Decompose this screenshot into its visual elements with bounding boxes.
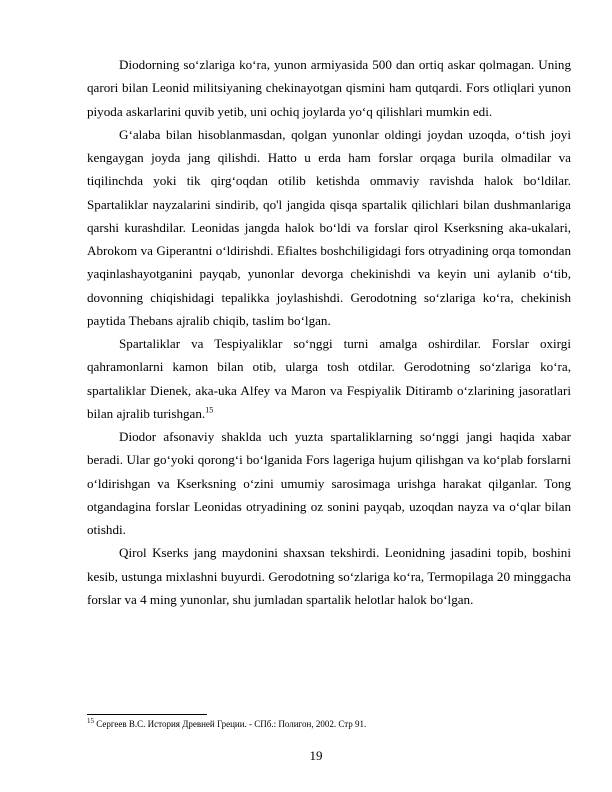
paragraph-4: Diodor afsonaviy shaklda uch yuzta spartaliklarning soʻnggi jangi haqida xabar beradi. Ular goʻyoki qorongʻi boʻlganida Fors lageriga hujum qilishgan va koʻplab forslarni oʻldirishgan va Kserksning oʻzini umumiy sarosimaga urishga harakat qilganlar. Tong otgandagina forslar Leonidas otryadining oz sonini payqab, uzoqdan nayza va oʻqlar bilan otishdi. (87, 429, 571, 537)
paragraph-1: Diodorning soʻzlariga koʻra, yunon armiyasida 500 dan ortiq askar qolmagan. Uning qarori bilan Leonid militsiyaning chekinayotgan qismini ham qutqardi. Fors otliqlari yunon piyoda askarlarini quvib yetib, uni ochiq joylarda yoʻq qilishlari mumkin edi. (87, 57, 571, 119)
footnote-divider (87, 714, 207, 715)
paragraph-5: Qirol Kserks jang maydonini shaxsan tekshirdi. Leonidning jasadini topib, boshini kesib, ustunga mixlashni buyurdi. Gerodotning soʻzlariga koʻra, Termopilaga 20 minggacha forslar va 4 ming yunonlar, shu jumladan spartalik helotlar halok boʻlgan. (87, 545, 571, 607)
paragraph-2: Gʻalaba bilan hisoblanmasdan, qolgan yunonlar oldingi joydan uzoqda, oʻtish joyi kengaygan joyda jang qilishdi. Hatto u erda ham forslar orqaga burila olmadilar va tiqilinchda yoki tik qirgʻoqdan otilib ketishda ommaviy ravishda halok boʻldilar. Spartaliklar nayzalarini sindirib, qo'l jangida qisqa spartalik qilichlari bilan dushmanlariga qarshi kurashdilar. Leonidas jangda halok boʻldi va forslar qirol Kserksning aka-ukalari, Abrokom va Giperantni oʻldirishdi. Efialtes boshchiligidagi fors otryadining orqa tomondan yaqinlashayotganini payqab, yunonlar devorga chekinishdi va keyin uni aylanib oʻtib, dovonning chiqishidagi tepalikka joylashishdi. Gerodotning soʻzlariga koʻra, chekinish paytida Thebans ajralib chiqib, taslim boʻlgan. (87, 126, 571, 328)
paragraph-3-text: Spartaliklar va Tespiyaliklar soʻnggi turni amalga oshirdilar. Forslar oxirgi qahramonlarni kamon bilan otib, ularga tosh otdilar. Gerodotning soʻzlariga koʻra, spartaliklar Dienek, aka-uka Alfey va Maron va Fespiyalik Ditiramb oʻzlarining jasoratlari bilan ajralib turishgan. (87, 336, 571, 421)
footnote (87, 718, 571, 730)
footnote-text: Сергеев В.С. История Древней Греции. - СПб.: Полигон, 2002. Стр 91. (96, 719, 367, 729)
footnote-reference[interactable]: 15 (205, 405, 214, 415)
paragraph-3 (87, 332, 571, 425)
page-number: 19 (309, 748, 323, 763)
footnote-number: 15 (87, 717, 94, 725)
body-text (87, 53, 571, 611)
